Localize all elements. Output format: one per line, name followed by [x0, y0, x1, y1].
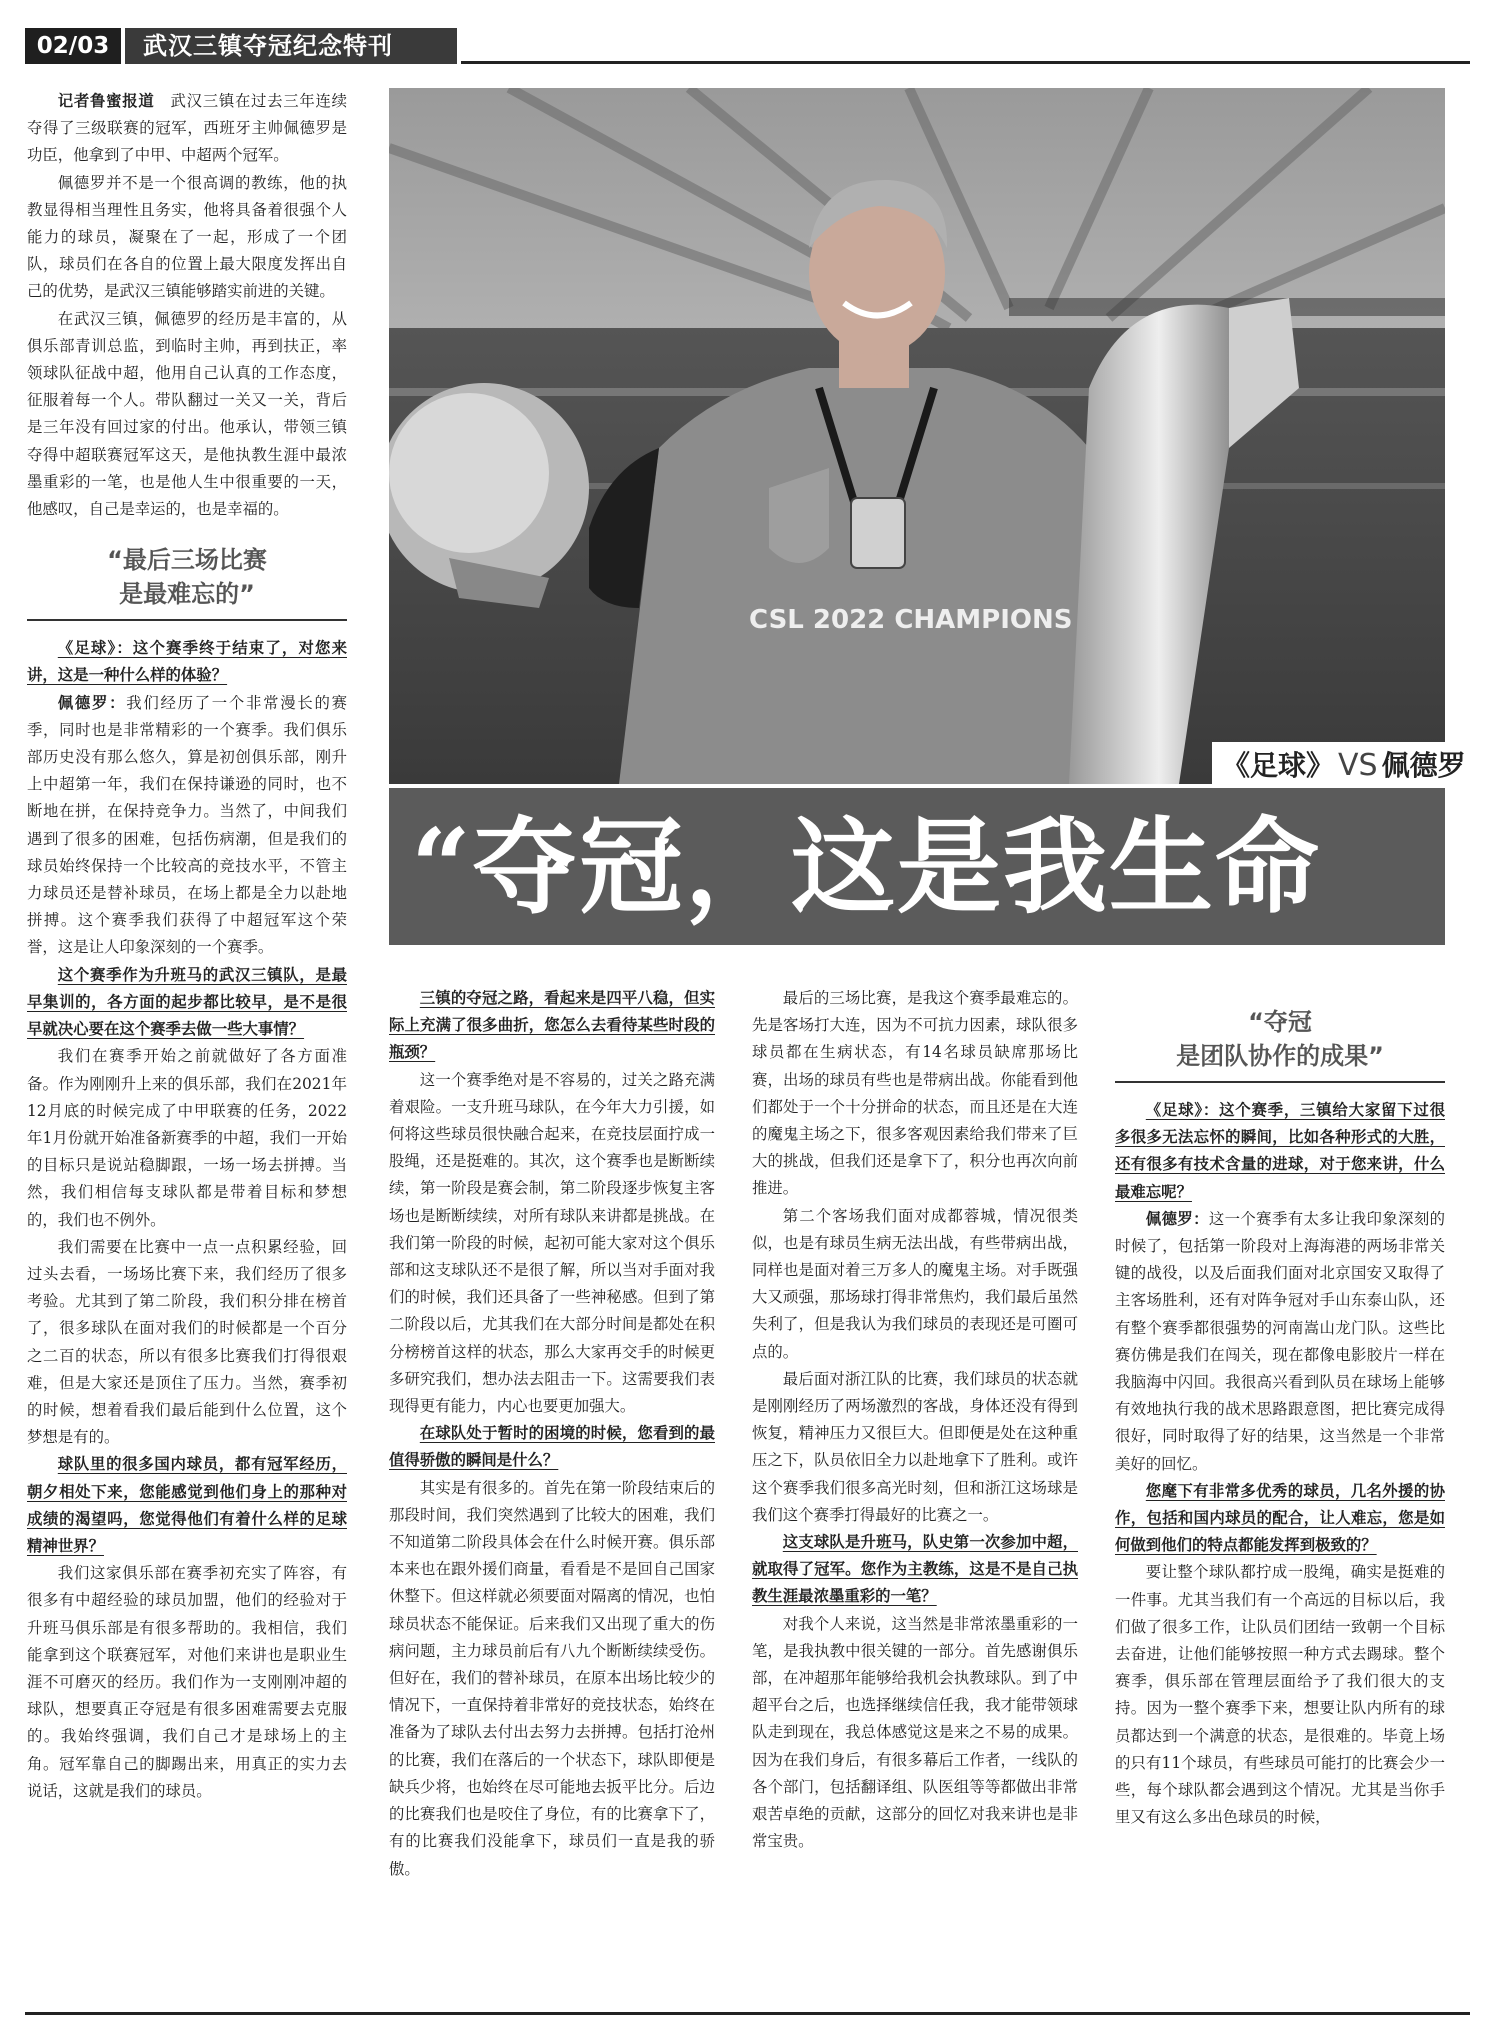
footer-rule: [25, 2012, 1470, 2015]
subheading-2: “夺冠 是团队协作的成果”: [1115, 1005, 1445, 1083]
question-7: 《足球》：这个赛季，三镇给大家留下过很多很多无法忘怀的瞬间，比如各种形式的大胜，还有很多有技术含量的进球，对于您来讲，什么最难忘呢？: [1115, 1101, 1445, 1201]
coach-trophy-photo: [389, 88, 1445, 784]
answer-3: 我们这家俱乐部在赛季初充实了阵容，有很多有中超经验的球员加盟，他们的经验对于升班马俱乐部是有很多帮助的。我相信，我们能拿到这个联赛冠军，对他们来讲也是职业生涯不可磨灭的经历。我们作为一支刚刚冲超的球队，想要真正夺冠是有很多困难需要去克服的。我始终强调，我们自己才是球场上的主角。冠军靠自己的脚踢出来，用真正的实力去说话，这就是我们的球员。: [27, 1564, 347, 1800]
intro-paragraph-2: 佩德罗并不是一个很高调的教练，他的执教显得相当理性且务实，他将具备着很强个人能力的球员，凝聚在了一起，形成了一个团队，球员们在各自的位置上最大限度发挥出自己的优势，是武汉三镇能够踏实前进的关键。: [27, 173, 347, 301]
question-5: 在球队处于暂时的困境的时候，您看到的最值得骄傲的瞬间是什么？: [389, 1424, 715, 1470]
interview-tag: 《足球》 VS 佩德罗: [1212, 742, 1472, 790]
byline: 记者鲁蜜报道: [57, 92, 155, 110]
answer-2a: 我们在赛季开始之前就做好了各方面准备。作为刚刚升上来的俱乐部，我们在2021年12月底的时候完成了中甲联赛的任务，2022年1月份就开始准备新赛季的中超，我们一开始的目标只是说站稳脚跟，一场一场去拼搏。当然，我们相信每支球队都是带着目标和梦想的，我们也不例外。: [27, 1047, 347, 1229]
article-column-4: [1115, 985, 1445, 1831]
stadium-photo-illustration: [389, 88, 1445, 784]
speaker-label: 佩德罗：: [57, 693, 127, 712]
main-headline: “夺冠，这是我生命: [389, 788, 1445, 945]
answer-5c: 第二个客场我们面对成都蓉城，情况很类似，也是有球员生病无法出战，有些带病出战，同样也是面对着三万多人的魔鬼主场。对手既强大又顽强，那场球打得非常焦灼，我们最后虽然失利了，但是我认为我们球员的表现还是可圈可点的。: [752, 1206, 1078, 1361]
header-rule: [461, 61, 1470, 64]
page-number-label: 02/03: [25, 28, 121, 64]
answer-5a: 其实是有很多的。首先在第一阶段结束后的那段时间，我们突然遇到了比较大的困难，我们不知道第二阶段具体会在什么时候开赛。俱乐部本来也在跟外援们商量，看看是不是回自己国家休整下。但这样就必须要面对隔离的情况，也怕球员状态不能保证。后来我们又出现了重大的伤病问题，主力球员前后有八九个断断续续受伤。但好在，我们的替补球员，在原本出场比较少的情况下，一直保持着非常好的竞技状态，始终在准备为了球队去付出去努力去拼搏。包括打沧州的比赛，我们在落后的一个状态下，球队即便是缺兵少将，也始终在尽可能地去扳平比分。后边的比赛我们也是咬住了身位，有的比赛拿下了，有的比赛我们没能拿下，球员们一直是我的骄傲。: [389, 1478, 715, 1878]
intro-paragraph-3: 在武汉三镇，佩德罗的经历是丰富的，从俱乐部青训总监，到临时主帅，再到扶正，率领球队征战中超，他用自己认真的工作态度，征服着每一个人。带队翻过一关又一关，背后是三年没有回过家的付出。他承认，带领三镇夺得中超联赛冠军这天，是他执教生涯中最浓墨重彩的一笔，也是他人生中很重要的一天，他感叹，自己是幸运的，也是幸福的。: [27, 309, 347, 519]
page-header: [25, 28, 1470, 66]
answer-2b: 我们需要在比赛中一点一点积累经验，回过头去看，一场场比赛下来，我们经历了很多考验。尤其到了第二阶段，我们积分排在榜首了，很多球队在面对我们的时候都是一个百分之二百的状态，所以有很多比赛我们打得很艰难，但是大家还是顶住了压力。当然，赛季初的时候，想着看我们最后能到什么位置，这个梦想是有的。: [27, 1237, 347, 1447]
answer-5b: 最后的三场比赛，是我这个赛季最难忘的。先是客场打大连，因为不可抗力因素，球队很多球员都在生病状态，有14名球员缺席那场比赛，出场的球员有些也是带病出战。你能看到他们都处于一个十分拼命的状态，而且还是在大连的魔鬼主场之下，很多客观因素给我们带来了巨大的挑战，但我们还是拿下了，积分也再次向前推进。: [752, 989, 1078, 1198]
shirt-text: CSL 2022 CHAMPIONS: [749, 605, 1073, 635]
article-column-2: [389, 985, 715, 1883]
answer-5d: 最后面对浙江队的比赛，我们球员的状态就是刚刚经历了两场激烈的客战，身体还没有得到恢复，精神压力又很巨大。但即便是处在这种重压之下，队员依旧全力以赴地拿下了胜利。或许这个赛季我们很多高光时刻，但和浙江这场球是我们这个赛季打得最好的比赛之一。: [752, 1369, 1078, 1524]
question-8: 您麾下有非常多优秀的球员，几名外援的协作，包括和国内球员的配合，让人难忘，您是如何做到他们的特点都能发挥到极致的？: [1115, 1481, 1445, 1555]
article-column-1: [27, 88, 347, 1805]
answer-8: 要让整个球队都拧成一股绳，确实是挺难的一件事。尤其当我们有一个高远的目标以后，我们做了很多工作，让队员们团结一致朝一个目标去奋进，让他们能够按照一种方式去踢球。整个赛季，俱乐部在管理层面给予了我们很大的支持。因为一整个赛季下来，想要让队内所有的球员都达到一个满意的状态，是很难的。毕竟上场的只有11个球员，有些球员可能打的比赛会少一些，每个球队都会遇到这个情况。尤其是当你手里又有这么多出色球员的时候，: [1115, 1563, 1445, 1827]
lead-paragraph: 记者鲁蜜报道 武汉三镇在过去三年连续夺得了三级联赛的冠军，西班牙主帅佩德罗是功臣，他拿到了中甲、中超两个冠军。: [27, 92, 347, 165]
question-1: 《足球》：这个赛季终于结束了，对您来讲，这是一种什么样的体验？: [27, 639, 347, 685]
question-6: 这支球队是升班马，队史第一次参加中超，就取得了冠军。您作为主教练，这是不是自己执教生涯最浓墨重彩的一笔？: [752, 1533, 1078, 1606]
section-title: 武汉三镇夺冠纪念特刊: [125, 28, 457, 64]
question-3: 球队里的很多国内球员，都有冠军经历，朝夕相处下来，您能感觉到他们身上的那种对成绩的渴望吗，您觉得他们有着什么样的足球精神世界？: [27, 1455, 347, 1555]
answer-1: 佩德罗：我们经历了一个非常漫长的赛季，同时也是非常精彩的一个赛季。我们俱乐部历史没有那么悠久，算是初创俱乐部，刚升上中超第一年，我们在保持谦逊的同时，也不断地在拼，在保持竞争力。当然了，中间我们遇到了很多的困难，包括伤病潮，但是我们的球员始终保持一个比较高的竞技水平，不管主力球员还是替补球员，在场上都是全力以赴地拼搏。这个赛季我们获得了中超冠军这个荣誉，这是让人印象深刻的一个赛季。: [27, 693, 347, 957]
question-4: 三镇的夺冠之路，看起来是四平八稳，但实际上充满了很多曲折，您怎么去看待某些时段的瓶颈？: [389, 989, 715, 1062]
answer-4: 这一个赛季绝对是不容易的，过关之路充满着艰险。一支升班马球队，在今年大力引援，如何将这些球员很快融合起来，在竞技层面拧成一股绳，还是挺难的。其次，这个赛季也是断断续续，第一阶段是赛会制，第二阶段逐步恢复主客场也是断断续续，对所有球队来讲都是挑战。在我们第一阶段的时候，起初可能大家对这个俱乐部和这支球队还不是很了解，所以当对手面对我们的时候，我们还具备了一些神秘感。但到了第二阶段以后，尤其我们在大部分时间是都处在积分榜榜首这样的状态，那么大家再交手的时候更多研究我们，想办法去阻击一下。这需要我们表现得更有能力，内心也要更加强大。: [389, 1070, 715, 1416]
answer-6: 对我个人来说，这当然是非常浓墨重彩的一笔，是我执教中很关键的一部分。首先感谢俱乐部，在冲超那年能够给我机会执教球队。到了中超平台之后，也选择继续信任我，我才能带领球队走到现在，我总体感觉这是来之不易的成果。因为在我们身后，有很多幕后工作者，一线队的各个部门，包括翻译组、队医组等等都做出非常艰苦卓绝的贡献，这部分的回忆对我来讲也是非常宝贵。: [752, 1614, 1078, 1851]
answer-7: 佩德罗：这一个赛季有太多让我印象深刻的时候了，包括第一阶段对上海海港的两场非常关键的战役，以及后面我们面对北京国安又取得了主客场胜利，还有对阵争冠对手山东泰山队，还有整个赛季都很强势的河南嵩山龙门队。这些比赛仿佛是我们在闯关，现在都像电影胶片一样在我脑海中闪回。我很高兴看到队员在球场上能够有效地执行我的战术思路跟意图，把比赛完成得很好，同时取得了好的结果，这当然是一个非常美好的回忆。: [1115, 1209, 1445, 1473]
question-2: 这个赛季作为升班马的武汉三镇队，是最早集训的，各方面的起步都比较早，是不是很早就决心要在这个赛季去做一些大事情？: [27, 965, 347, 1039]
article-column-3: [752, 985, 1078, 1856]
subheading-1: “最后三场比赛 是最难忘的”: [27, 543, 347, 621]
